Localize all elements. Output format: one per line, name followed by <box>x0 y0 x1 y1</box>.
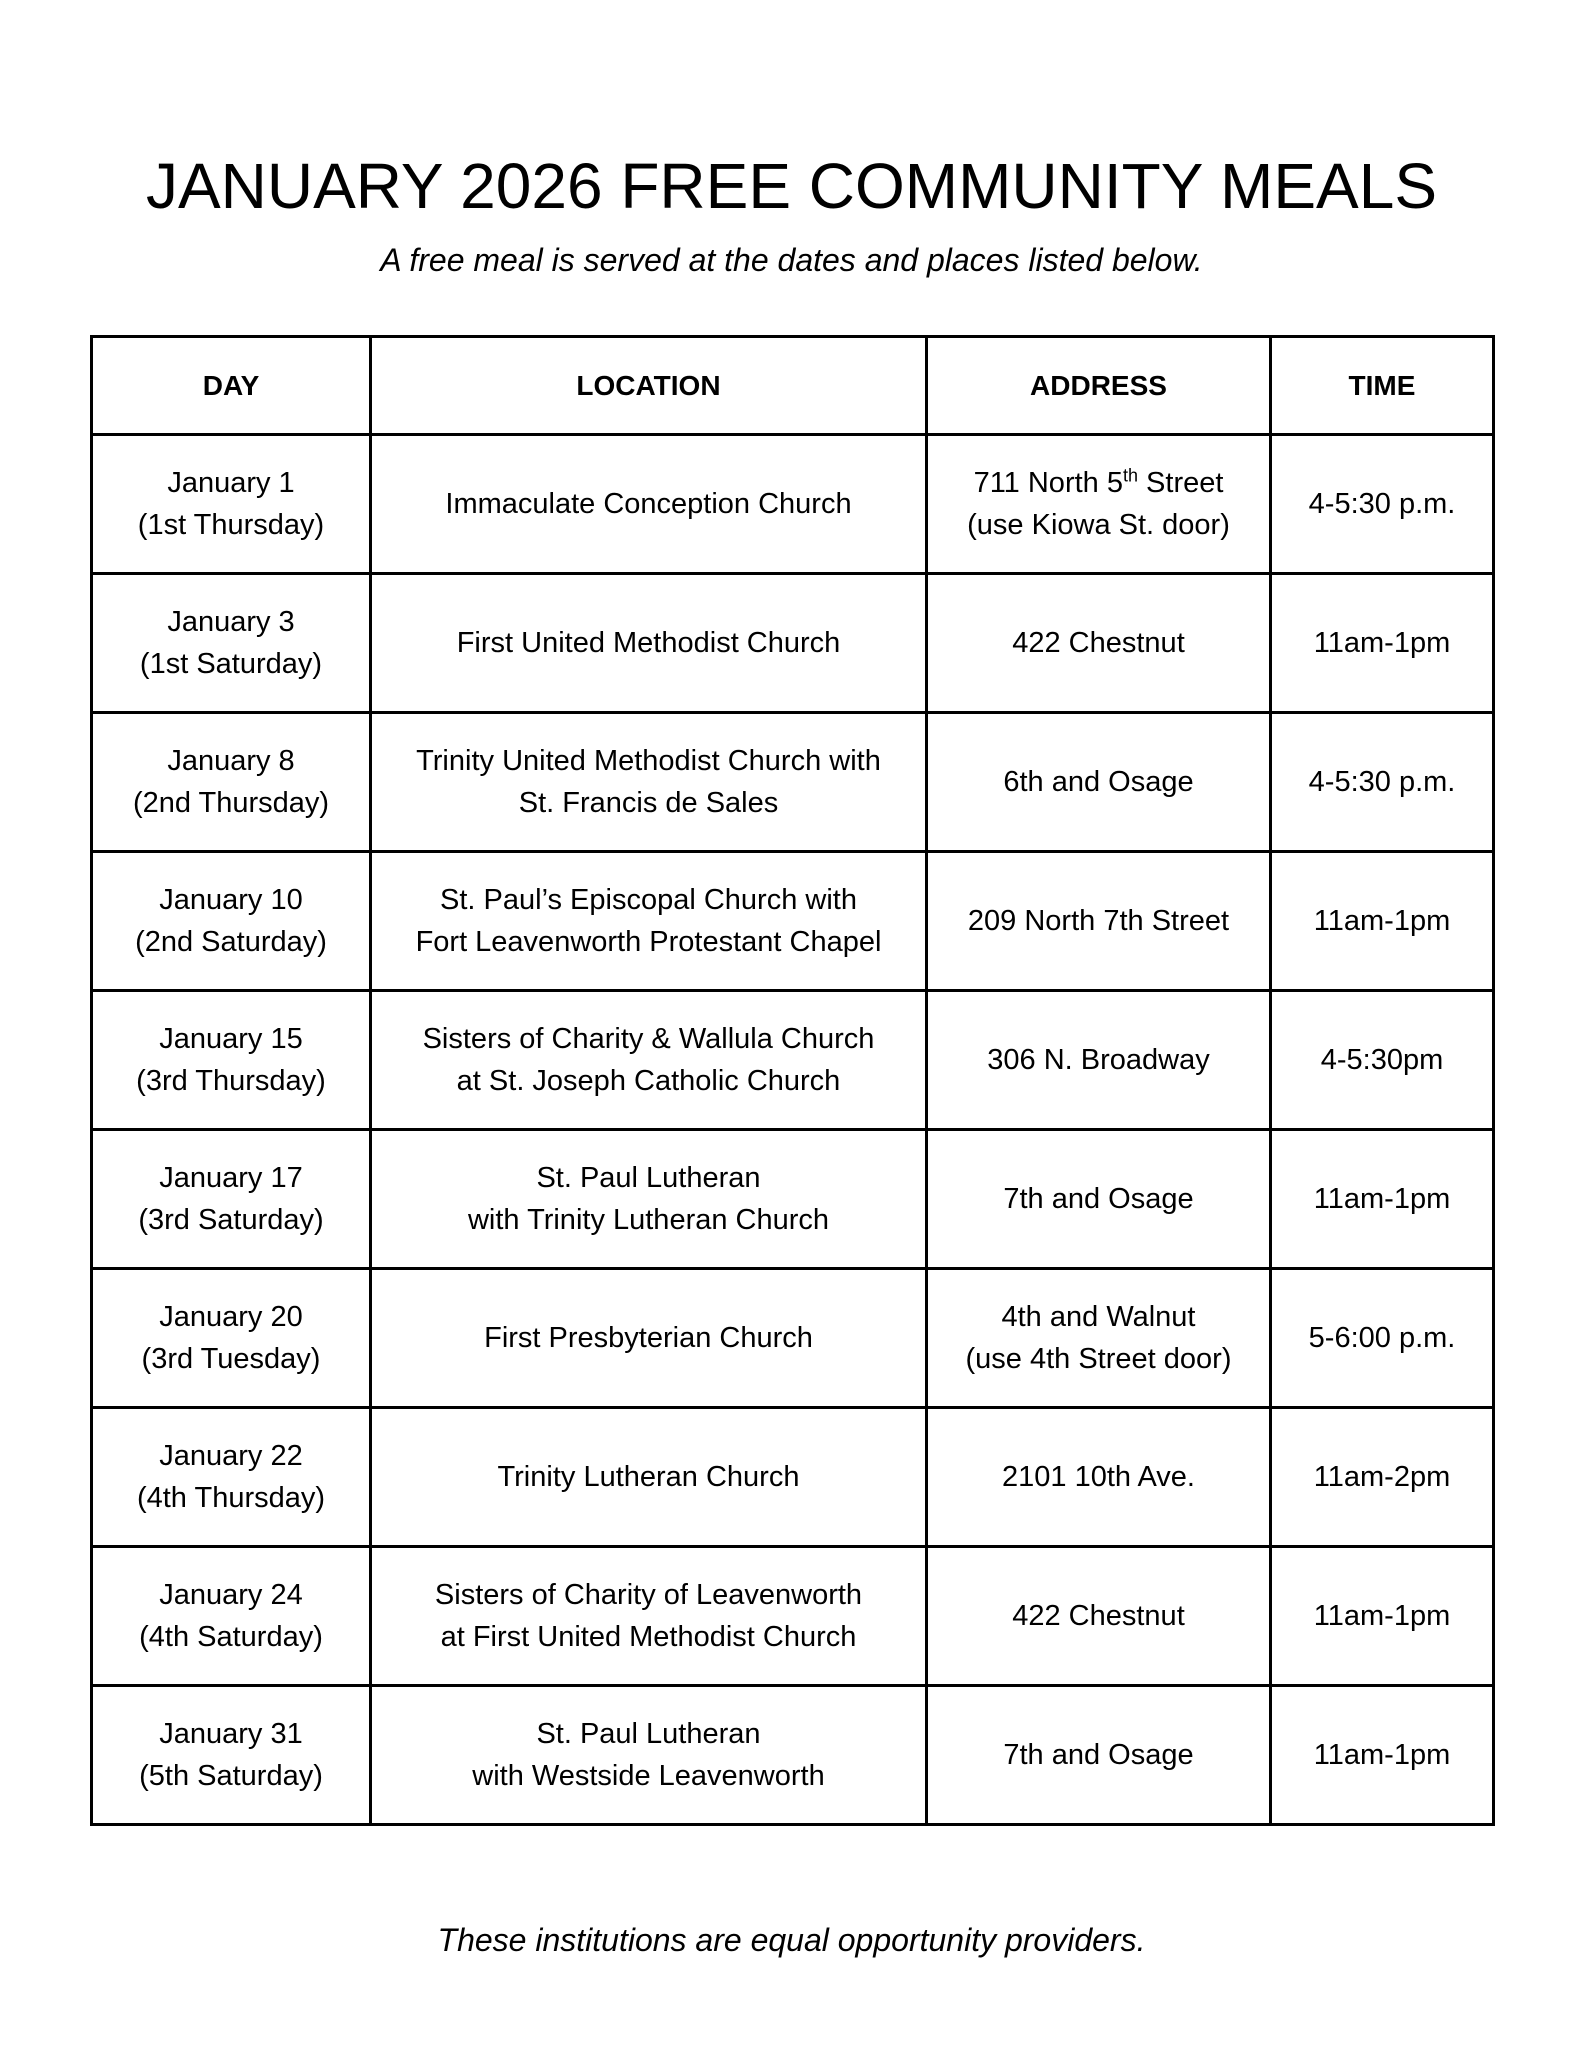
address-cell <box>927 1408 1271 1547</box>
location-line: St. Francis de Sales <box>518 787 779 819</box>
meal-weekday: (4th Thursday) <box>136 1482 326 1514</box>
address-cell <box>927 435 1271 574</box>
address-line: 422 Chestnut <box>1012 627 1185 659</box>
location-line: Immaculate Conception Church <box>445 488 852 520</box>
location-line: Fort Leavenworth Protestant Chapel <box>415 926 882 958</box>
address-line: (use 4th Street door) <box>965 1343 1232 1375</box>
location-line: St. Paul Lutheran <box>536 1718 761 1750</box>
address-text: Street <box>1137 467 1224 499</box>
table-row <box>92 574 1494 713</box>
ordinal-suffix: th <box>1122 465 1138 486</box>
location-line: at First United Methodist Church <box>440 1621 857 1653</box>
location-line: Sisters of Charity & Wallula Church <box>422 1023 875 1055</box>
address-cell <box>927 1686 1271 1825</box>
address-line: (use Kiowa St. door) <box>967 509 1230 541</box>
time-cell: 11am-2pm <box>1271 1408 1494 1547</box>
address-line: 422 Chestnut <box>1012 1600 1185 1632</box>
time-cell: 4-5:30pm <box>1271 991 1494 1130</box>
meal-date: January 15 <box>159 1023 303 1055</box>
header-time: TIME <box>1271 337 1494 435</box>
footer-note: These institutions are equal opportunity providers. <box>437 1922 1146 1958</box>
meal-date: January 3 <box>167 606 295 638</box>
location-cell <box>371 852 927 991</box>
day-cell <box>92 852 371 991</box>
address-text: 711 North 5 <box>973 467 1123 499</box>
address-cell <box>927 852 1271 991</box>
location-line: St. Paul Lutheran <box>536 1162 761 1194</box>
time-cell: 11am-1pm <box>1271 1130 1494 1269</box>
table-row <box>92 1686 1494 1825</box>
location-line: with Westside Leavenworth <box>472 1760 825 1792</box>
address-line: 2101 10th Ave. <box>1002 1461 1195 1493</box>
day-cell <box>92 1547 371 1686</box>
table-row <box>92 1547 1494 1686</box>
address-cell <box>927 1547 1271 1686</box>
meal-date: January 22 <box>159 1440 303 1472</box>
table-row <box>92 991 1494 1130</box>
address-line: 209 North 7th Street <box>967 905 1230 937</box>
location-cell <box>371 435 927 574</box>
meal-weekday: (1st Thursday) <box>137 509 325 541</box>
meal-date: January 1 <box>167 467 295 499</box>
address-cell <box>927 1269 1271 1408</box>
address-line: 6th and Osage <box>1003 766 1194 798</box>
meal-date: January 8 <box>167 745 295 777</box>
table-row <box>92 435 1494 574</box>
day-cell <box>92 574 371 713</box>
location-line: Sisters of Charity of Leavenworth <box>434 1579 863 1611</box>
address-line <box>934 462 1263 504</box>
table-row <box>92 713 1494 852</box>
day-cell <box>92 713 371 852</box>
location-cell <box>371 713 927 852</box>
day-cell <box>92 1269 371 1408</box>
time-cell: 4-5:30 p.m. <box>1271 435 1494 574</box>
meal-date: January 31 <box>159 1718 303 1750</box>
location-cell <box>371 1269 927 1408</box>
location-line: First United Methodist Church <box>456 627 841 659</box>
location-cell <box>371 991 927 1130</box>
location-cell <box>371 1408 927 1547</box>
time-cell: 4-5:30 p.m. <box>1271 713 1494 852</box>
address-line: 4th and Walnut <box>1001 1301 1196 1333</box>
meal-weekday: (3rd Thursday) <box>136 1065 326 1097</box>
address-cell <box>927 713 1271 852</box>
meal-weekday: (2nd Saturday) <box>135 926 327 958</box>
location-cell <box>371 1686 927 1825</box>
table-row <box>92 852 1494 991</box>
meal-weekday: (5th Saturday) <box>139 1760 323 1792</box>
meal-weekday: (2nd Thursday) <box>132 787 330 819</box>
time-cell: 11am-1pm <box>1271 852 1494 991</box>
table-row <box>92 1269 1494 1408</box>
header-location: LOCATION <box>371 337 927 435</box>
meal-date: January 10 <box>159 884 303 916</box>
meal-weekday: (4th Saturday) <box>139 1621 323 1653</box>
address-cell <box>927 991 1271 1130</box>
table-header-row <box>92 337 1494 435</box>
time-cell: 5-6:00 p.m. <box>1271 1269 1494 1408</box>
day-cell <box>92 1686 371 1825</box>
day-cell <box>92 435 371 574</box>
time-cell: 11am-1pm <box>1271 1547 1494 1686</box>
time-cell: 11am-1pm <box>1271 574 1494 713</box>
day-cell <box>92 991 371 1130</box>
location-line: St. Paul’s Episcopal Church with <box>440 884 857 916</box>
header-address: ADDRESS <box>927 337 1271 435</box>
day-cell <box>92 1408 371 1547</box>
meal-weekday: (3rd Saturday) <box>138 1204 324 1236</box>
address-line: 7th and Osage <box>1003 1183 1194 1215</box>
address-cell <box>927 1130 1271 1269</box>
address-line: 7th and Osage <box>1003 1739 1194 1771</box>
meal-date: January 20 <box>159 1301 303 1333</box>
location-line: Trinity Lutheran Church <box>497 1461 800 1493</box>
location-line: with Trinity Lutheran Church <box>467 1204 830 1236</box>
table-row <box>92 1130 1494 1269</box>
address-line: 306 N. Broadway <box>987 1044 1210 1076</box>
header-day: DAY <box>92 337 371 435</box>
location-cell <box>371 1130 927 1269</box>
meal-weekday: (3rd Tuesday) <box>141 1343 321 1375</box>
meals-schedule-table <box>90 335 1495 1826</box>
day-cell <box>92 1130 371 1269</box>
page-subtitle: A free meal is served at the dates and places listed below. <box>380 242 1203 278</box>
address-cell <box>927 574 1271 713</box>
page-title: JANUARY 2026 FREE COMMUNITY MEALS <box>145 150 1438 222</box>
meal-weekday: (1st Saturday) <box>139 648 323 680</box>
time-cell: 11am-1pm <box>1271 1686 1494 1825</box>
meal-date: January 17 <box>159 1162 303 1194</box>
location-line: Trinity United Methodist Church with <box>416 745 881 777</box>
table-row <box>92 1408 1494 1547</box>
meal-date: January 24 <box>159 1579 303 1611</box>
location-line: at St. Joseph Catholic Church <box>456 1065 841 1097</box>
location-cell <box>371 1547 927 1686</box>
location-cell <box>371 574 927 713</box>
location-line: First Presbyterian Church <box>484 1322 813 1354</box>
